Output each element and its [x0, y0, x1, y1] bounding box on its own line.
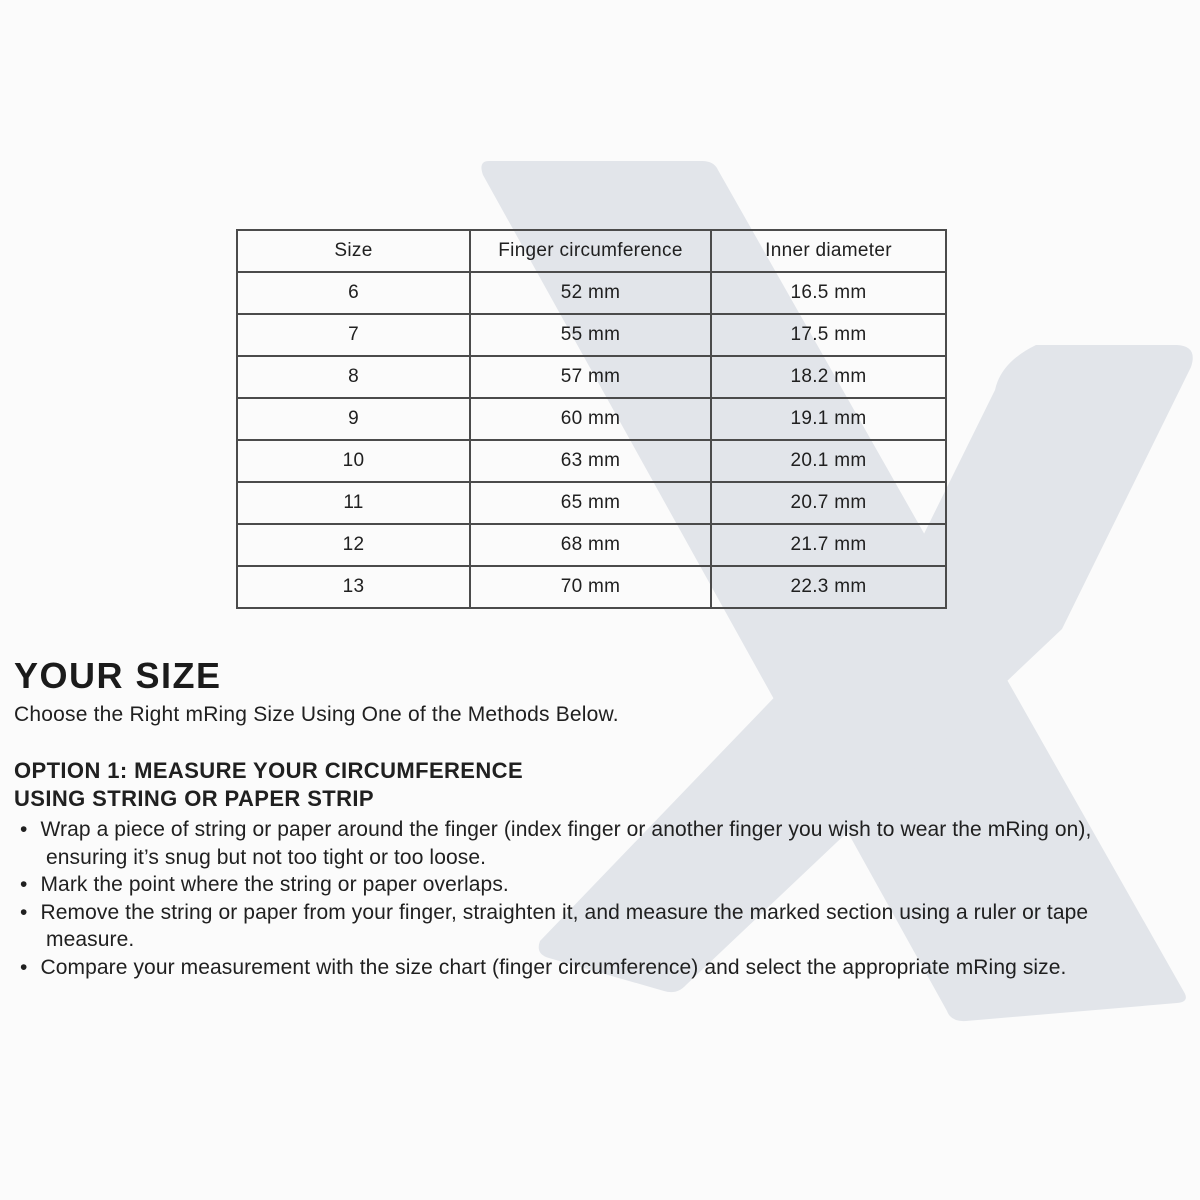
list-item: • Remove the string or paper from your finger, straighten it, and measure the marked section using a ruler or tape measure.	[12, 899, 1137, 954]
table-cell-size: 13	[237, 566, 470, 608]
table-cell-diameter: 20.1 mm	[711, 440, 946, 482]
header-cell-diameter: Inner diameter	[711, 230, 946, 272]
table-cell-circumference: 52 mm	[470, 272, 711, 314]
list-item: • Compare your measurement with the size chart (finger circumference) and select the appropriate mRing size.	[12, 954, 1137, 982]
table-cell-diameter: 22.3 mm	[711, 566, 946, 608]
table-row	[237, 314, 946, 356]
option1-heading	[14, 757, 523, 813]
ring-size-table	[236, 229, 947, 609]
table-cell-size: 11	[237, 482, 470, 524]
page-title: YOUR SIZE	[14, 655, 222, 696]
table-cell-size: 8	[237, 356, 470, 398]
table-cell-size: 12	[237, 524, 470, 566]
table-row	[237, 482, 946, 524]
table-row	[237, 356, 946, 398]
header-cell-size: Size	[237, 230, 470, 272]
table-row	[237, 566, 946, 608]
table-cell-circumference: 65 mm	[470, 482, 711, 524]
table-cell-size: 10	[237, 440, 470, 482]
table-cell-diameter: 20.7 mm	[711, 482, 946, 524]
table-cell-size: 6	[237, 272, 470, 314]
instructions-list	[12, 816, 1137, 981]
table-cell-size: 9	[237, 398, 470, 440]
table-cell-diameter: 16.5 mm	[711, 272, 946, 314]
table-cell-circumference: 70 mm	[470, 566, 711, 608]
table-cell-diameter: 21.7 mm	[711, 524, 946, 566]
table-row	[237, 272, 946, 314]
table-cell-circumference: 57 mm	[470, 356, 711, 398]
table-cell-circumference: 63 mm	[470, 440, 711, 482]
option1-heading-line1: OPTION 1: MEASURE YOUR CIRCUMFERENCE	[14, 758, 524, 783]
header-cell-circumference: Finger circumference	[470, 230, 711, 272]
list-item: • Wrap a piece of string or paper around the finger (index finger or another finger you wish to wear the mRing on), ensuring it’s snug but not too tight or too loose.	[12, 816, 1137, 871]
table-cell-circumference: 68 mm	[470, 524, 711, 566]
table-cell-circumference: 60 mm	[470, 398, 711, 440]
table-cell-diameter: 17.5 mm	[711, 314, 946, 356]
table-cell-diameter: 18.2 mm	[711, 356, 946, 398]
list-item: • Mark the point where the string or paper overlaps.	[12, 871, 1137, 899]
subtitle: Choose the Right mRing Size Using One of the Methods Below.	[14, 703, 619, 726]
table-row	[237, 524, 946, 566]
option1-heading-line2: USING STRING OR PAPER STRIP	[14, 786, 374, 811]
table-row	[237, 440, 946, 482]
table-cell-circumference: 55 mm	[470, 314, 711, 356]
table-row	[237, 398, 946, 440]
table-cell-size: 7	[237, 314, 470, 356]
table-header-row	[237, 230, 946, 272]
table-cell-diameter: 19.1 mm	[711, 398, 946, 440]
